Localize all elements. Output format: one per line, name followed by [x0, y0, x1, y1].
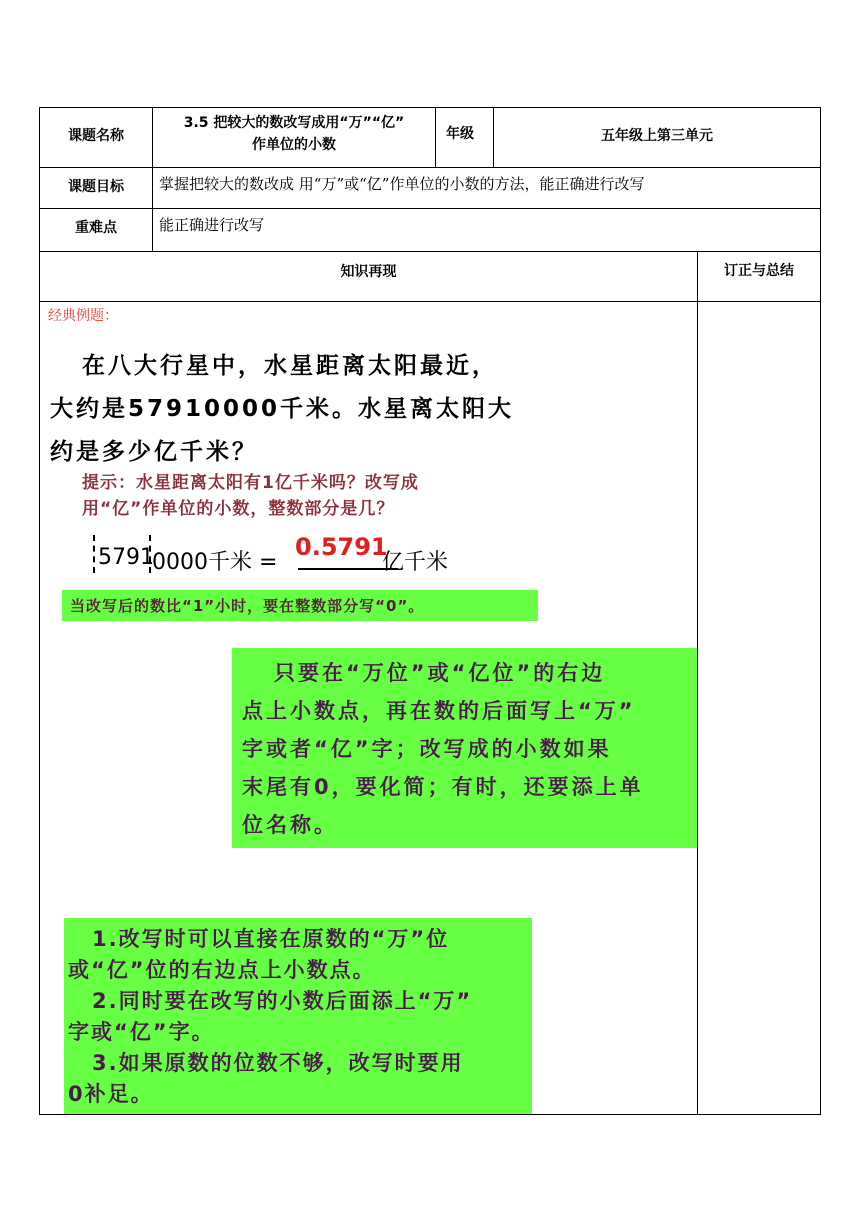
row-divider — [39, 208, 821, 209]
key-value: 能正确进行改写 — [159, 216, 265, 234]
rule-line: 只要在“万位”或“亿位”的右边 — [274, 661, 606, 685]
rule-line: 字或者“亿”字；改写成的小数如果 — [242, 737, 612, 761]
dashed-divider — [93, 535, 95, 573]
goal-value: 掌握把较大的数改成 用“万”或“亿”作单位的小数的方法，能正确进行改写 — [159, 175, 645, 193]
hint-line: 提示：水星距离太阳有1亿千米吗？改写成 — [82, 473, 419, 493]
title-value-line1: 3.5 把较大的数改写成用“万”“亿” — [183, 115, 405, 131]
hint-line: 用“亿”作单位的小数，整数部分是几？ — [82, 499, 395, 519]
grade-value: 五年级上第三单元 — [601, 128, 713, 144]
row-divider — [39, 167, 821, 168]
step-line: 3.如果原数的位数不够，改写时要用 — [92, 1051, 464, 1075]
example-label: 经典例题： — [48, 308, 118, 324]
question-line: 大约是57910000千米。水星离太阳大 — [50, 396, 515, 422]
row-divider — [39, 301, 821, 302]
equation-answer: 0.5791 — [295, 533, 388, 561]
rule-box — [232, 648, 697, 848]
step-line: 或“亿”位的右边点上小数点。 — [68, 958, 376, 982]
step-line: 1.改写时可以直接在原数的“万”位 — [92, 927, 450, 951]
col-divider — [697, 251, 698, 1115]
note-text: 当改写后的数比“1”小时，要在整数部分写“0”。 — [70, 597, 425, 615]
rule-text — [242, 654, 692, 844]
question-line: 在八大行星中，水星距离太阳最近， — [82, 353, 498, 379]
question — [50, 345, 550, 474]
step-line: 0补足。 — [68, 1082, 154, 1106]
rule-line: 末尾有0，要化简；有时，还要添上单 — [242, 775, 644, 799]
hint — [82, 470, 532, 522]
goal-label: 课题目标 — [68, 179, 124, 195]
rule-line: 点上小数点，再在数的后面写上“万” — [242, 699, 636, 723]
grade-label: 年级 — [446, 126, 474, 142]
steps-text — [68, 924, 530, 1110]
note-box — [62, 590, 538, 621]
rule-line: 位名称。 — [242, 813, 338, 837]
equation-part: 5791 — [98, 545, 154, 570]
step-line: 字或“亿”字。 — [68, 1020, 215, 1044]
equation-part: 0000千米 = — [152, 550, 278, 575]
step-line: 2.同时要在改写的小数后面添上“万” — [92, 989, 473, 1013]
title-value-line2: 作单位的小数 — [252, 137, 336, 153]
question-line: 约是多少亿千米？ — [50, 439, 258, 465]
dashed-divider — [149, 535, 151, 573]
key-label: 重难点 — [75, 220, 117, 236]
title-label: 课题名称 — [68, 128, 124, 144]
steps-box — [64, 918, 532, 1114]
correction-label: 订正与总结 — [724, 263, 794, 279]
knowledge-label: 知识再现 — [340, 264, 397, 280]
row-divider — [39, 251, 821, 252]
equation-unit: 亿千米 — [382, 550, 449, 575]
equation — [90, 535, 510, 575]
